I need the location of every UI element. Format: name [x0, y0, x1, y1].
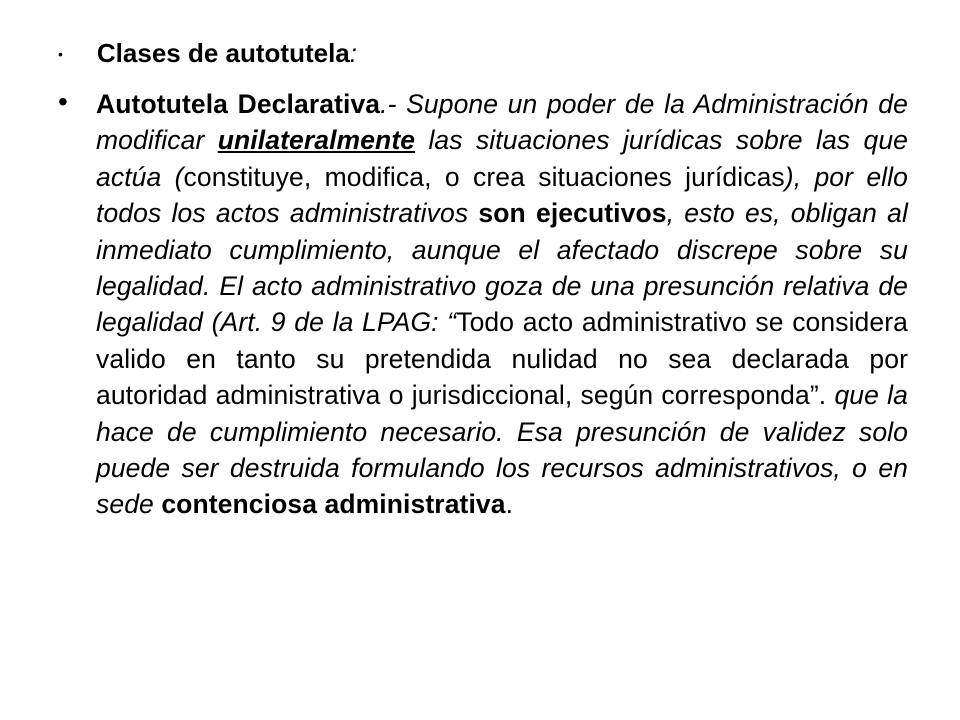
paragraph-bullet: • [58, 86, 68, 117]
text-run: Todo acto administrativo se considera valido en tanto su pretendida nulidad no sea declarada por autoridad administrativa o jurisdiccional, según corresponda”. [96, 307, 908, 411]
heading-row [58, 38, 357, 69]
heading-text: Clases de autotutela [96, 38, 350, 68]
text-run: “ [447, 307, 457, 338]
text-run: unilateralmente [217, 125, 416, 156]
heading-bullet: • [58, 45, 63, 62]
text-run: son ejecutivos [478, 198, 667, 229]
paragraph-text [96, 86, 908, 523]
text-run: constituye, modifica, o crea situaciones jurídicas [183, 161, 785, 192]
text-run: .- Supone un poder de la Administración de modificar [96, 89, 908, 156]
text-run: contenciosa administrativa [161, 489, 506, 520]
text-run: . [505, 489, 514, 520]
text-run: Autotutela Declarativa [96, 89, 381, 119]
text-run: las situaciones jurídicas sobre las que actúa ( [96, 125, 908, 192]
text-run: ), por ello todos los actos administrativos [96, 161, 908, 229]
text-run: que la hace de cumplimiento necesario. Esa presunción de validez solo puede ser destruida formulando los recursos administrativos, o en sede [96, 380, 909, 520]
heading-colon: : [349, 38, 357, 68]
heading-title [97, 38, 357, 69]
text-run: , esto es, obligan al inmediato cumplimiento, aunque el afectado discrepe sobre su legalidad. El acto administrativo goza de una presunción relativa de legalidad (Art. 9 de la LPAG: [96, 198, 908, 338]
